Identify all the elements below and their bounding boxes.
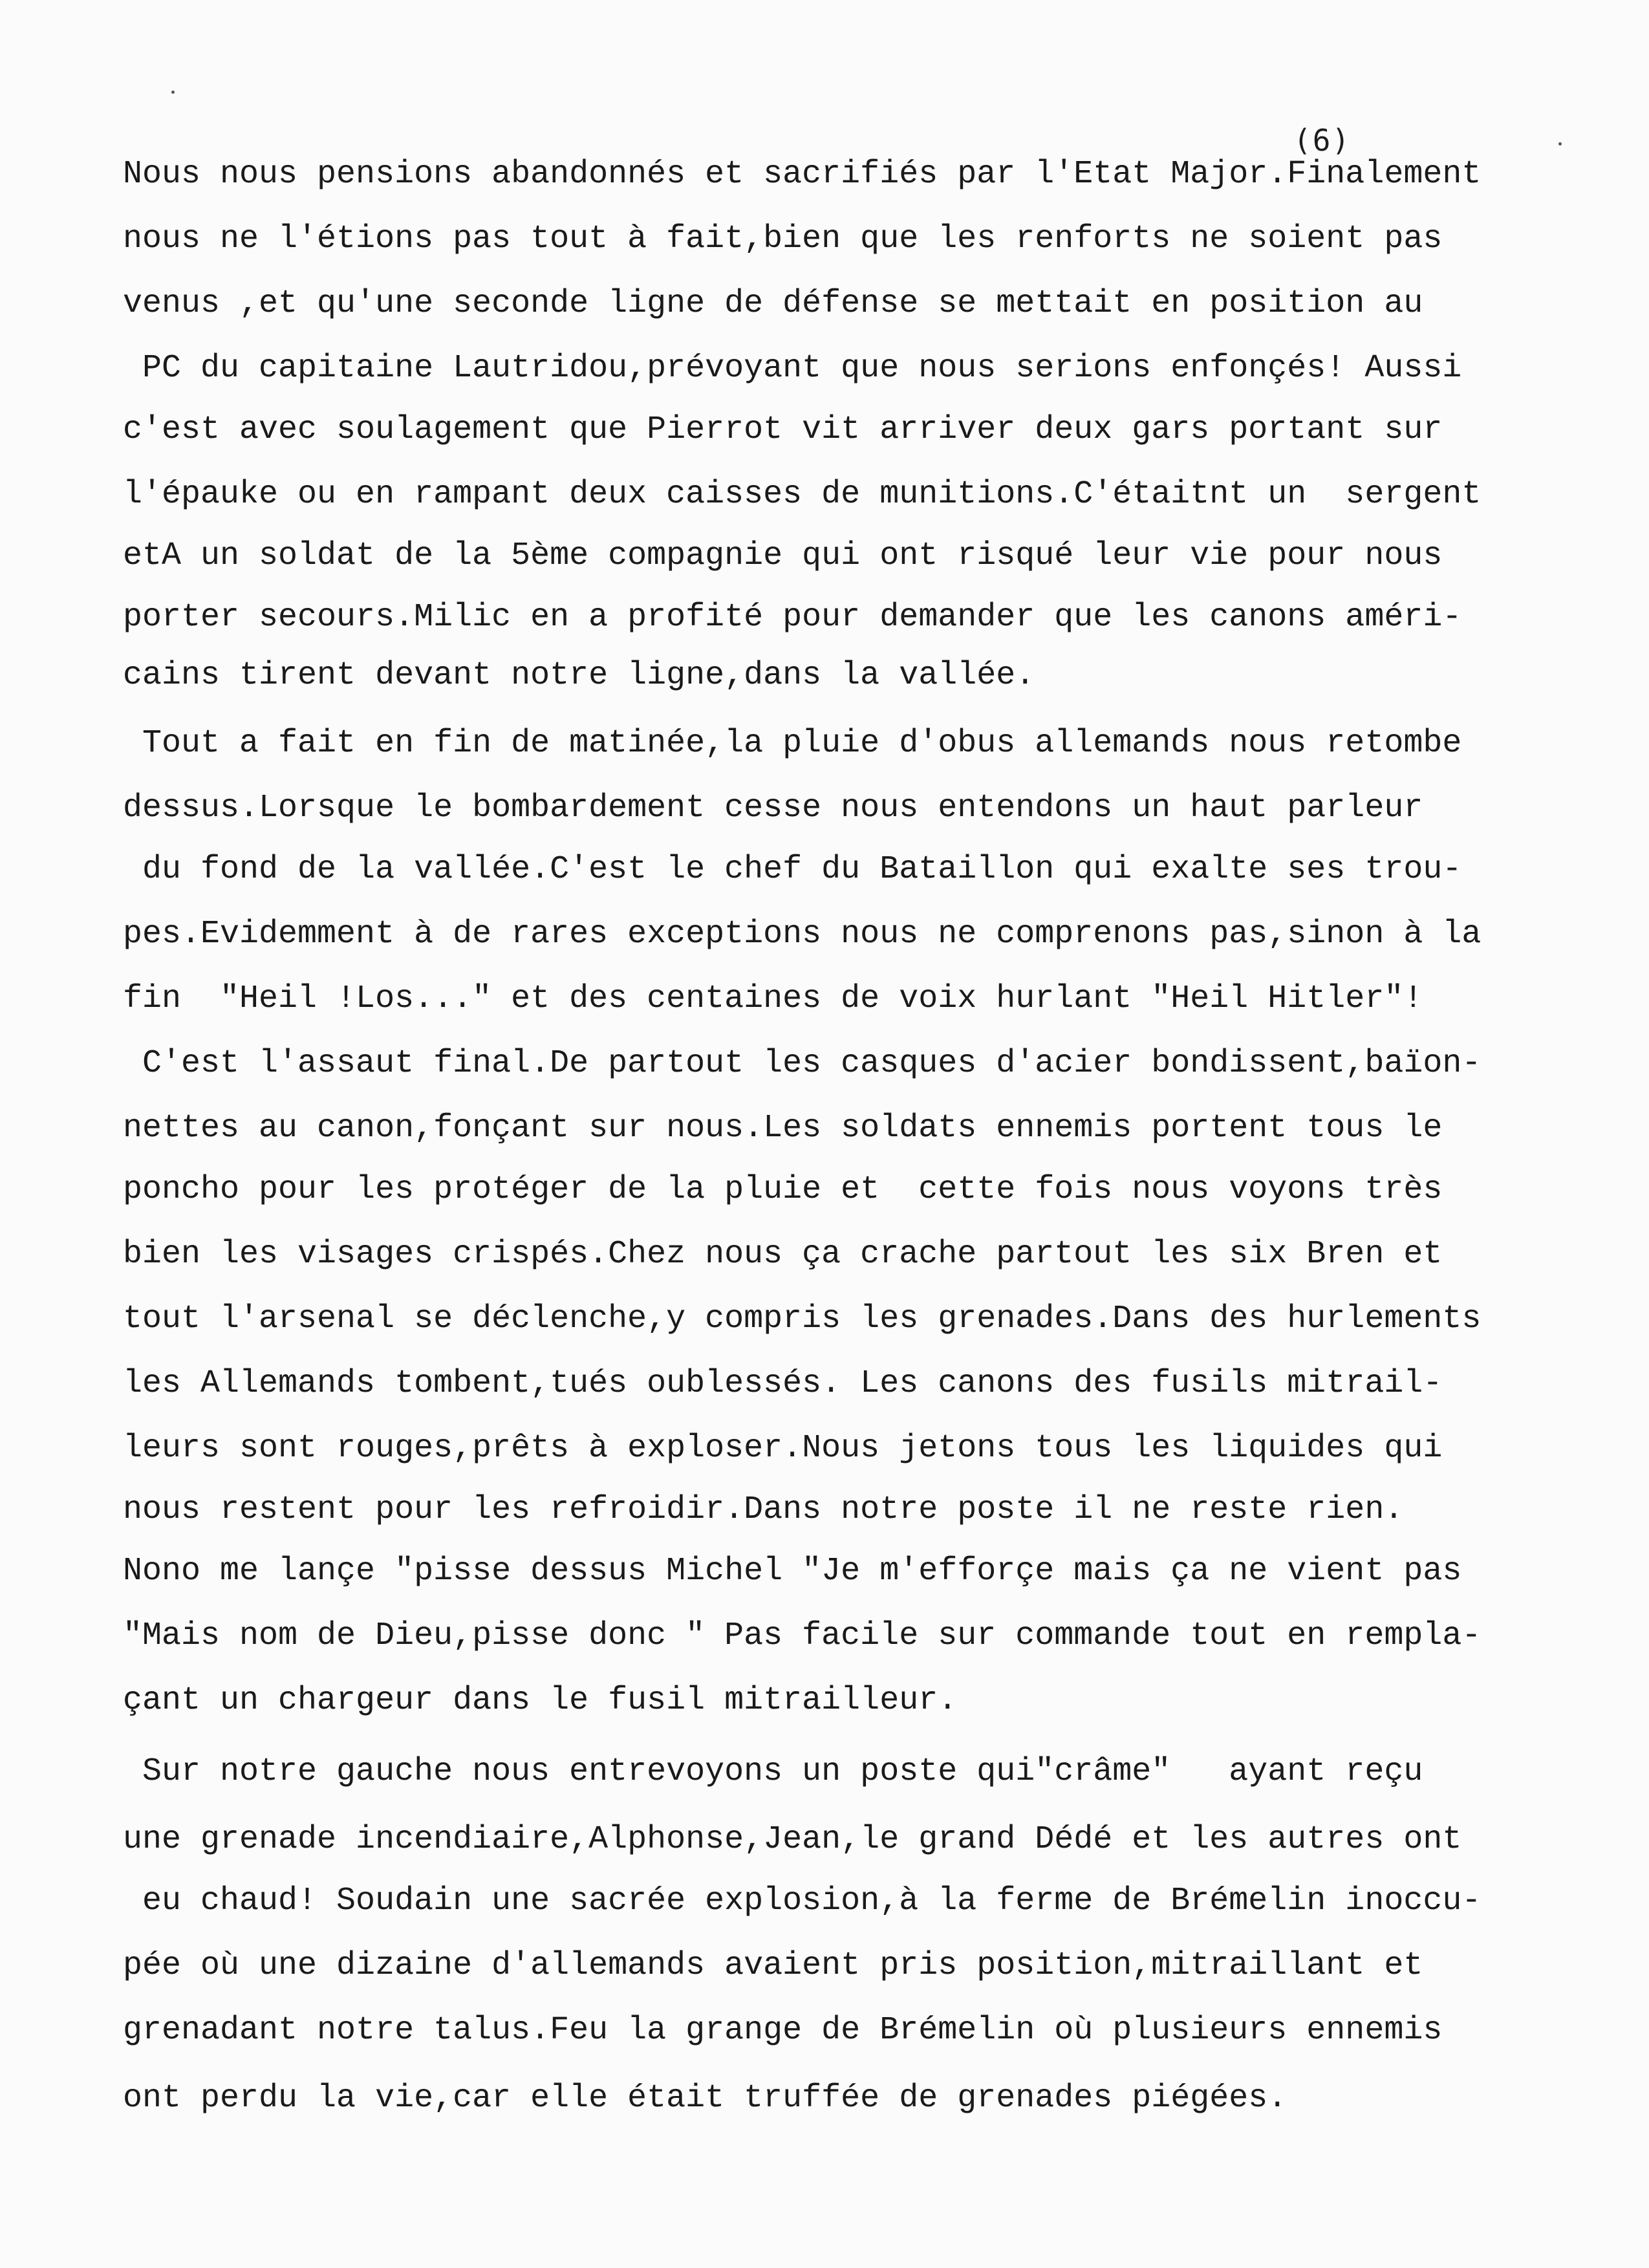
text-line: "Mais nom de Dieu,pisse donc " Pas facile sur commande tout en rempla- (123, 1617, 1482, 1654)
text-line: fin "Heil !Los..." et des centaines de voix hurlant "Heil Hitler"! (123, 980, 1423, 1017)
text-line: Nono me lançe "pisse dessus Michel "Je m'efforçe mais ça ne vient pas (123, 1553, 1462, 1590)
scan-speck (171, 91, 175, 94)
text-line: Sur notre gauche nous entrevoyons un poste qui"crâme" ayant reçu (123, 1753, 1423, 1790)
text-line: c'est avec soulagement que Pierrot vit arriver deux gars portant sur (123, 411, 1443, 448)
text-line: une grenade incendiaire,Alphonse,Jean,le grand Dédé et les autres ont (123, 1821, 1462, 1858)
text-line: les Allemands tombent,tués oublessés. Les canons des fusils mitrail- (123, 1365, 1443, 1402)
text-line: poncho pour les protéger de la pluie et cette fois nous voyons très (123, 1171, 1443, 1208)
text-line: nettes au canon,fonçant sur nous.Les soldats ennemis portent tous le (123, 1110, 1443, 1147)
text-line: nous restent pour les refroidir.Dans notre poste il ne reste rien. (123, 1491, 1404, 1528)
text-line: tout l'arsenal se déclenche,y compris les grenades.Dans des hurlements (123, 1301, 1482, 1337)
typewritten-body (116, 0, 1578, 2117)
text-line: PC du capitaine Lautridou,prévoyant que nous serions enfonçés! Aussi (123, 350, 1462, 387)
text-line: cains tirent devant notre ligne,dans la vallée. (123, 657, 1035, 694)
text-line: l'épauke ou en rampant deux caisses de munitions.C'étaitnt un sergent (123, 476, 1482, 513)
text-line: leurs sont rouges,prêts à exploser.Nous jetons tous les liquides qui (123, 1430, 1443, 1467)
text-line: pée où une dizaine d'allemands avaient pris position,mitraillant et (123, 1947, 1423, 1984)
text-line: pes.Evidemment à de rares exceptions nous ne comprenons pas,sinon à la (123, 916, 1482, 953)
text-line: porter secours.Milic en a profité pour demander que les canons améri- (123, 599, 1462, 636)
text-line: eu chaud! Soudain une sacrée explosion,à la ferme de Brémelin inoccu- (123, 1883, 1482, 1919)
text-line: du fond de la vallée.C'est le chef du Bataillon qui exalte ses trou- (123, 851, 1462, 888)
text-line: Tout a fait en fin de matinée,la pluie d'obus allemands nous retombe (123, 725, 1462, 762)
text-line: ont perdu la vie,car elle était truffée de grenades piégées. (123, 2080, 1288, 2117)
text-line: dessus.Lorsque le bombardement cesse nous entendons un haut parleur (123, 790, 1423, 826)
scan-speck (1558, 142, 1562, 146)
text-line: etA un soldat de la 5ème compagnie qui ont risqué leur vie pour nous (123, 537, 1443, 574)
text-line: grenadant notre talus.Feu la grange de Brémelin où plusieurs ennemis (123, 2012, 1443, 2049)
text-line: C'est l'assaut final.De partout les casques d'acier bondissent,baïon- (123, 1045, 1482, 1082)
text-line: venus ,et qu'une seconde ligne de défense se mettait en position au (123, 285, 1423, 322)
page-number: (6) (1293, 123, 1352, 158)
text-line: Nous nous pensions abandonnés et sacrifiés par l'Etat Major.Finalement (123, 156, 1482, 193)
text-line: çant un chargeur dans le fusil mitrailleur. (123, 1682, 958, 1719)
text-line: nous ne l'étions pas tout à fait,bien que les renforts ne soient pas (123, 221, 1443, 257)
text-line: bien les visages crispés.Chez nous ça crache partout les six Bren et (123, 1236, 1443, 1273)
